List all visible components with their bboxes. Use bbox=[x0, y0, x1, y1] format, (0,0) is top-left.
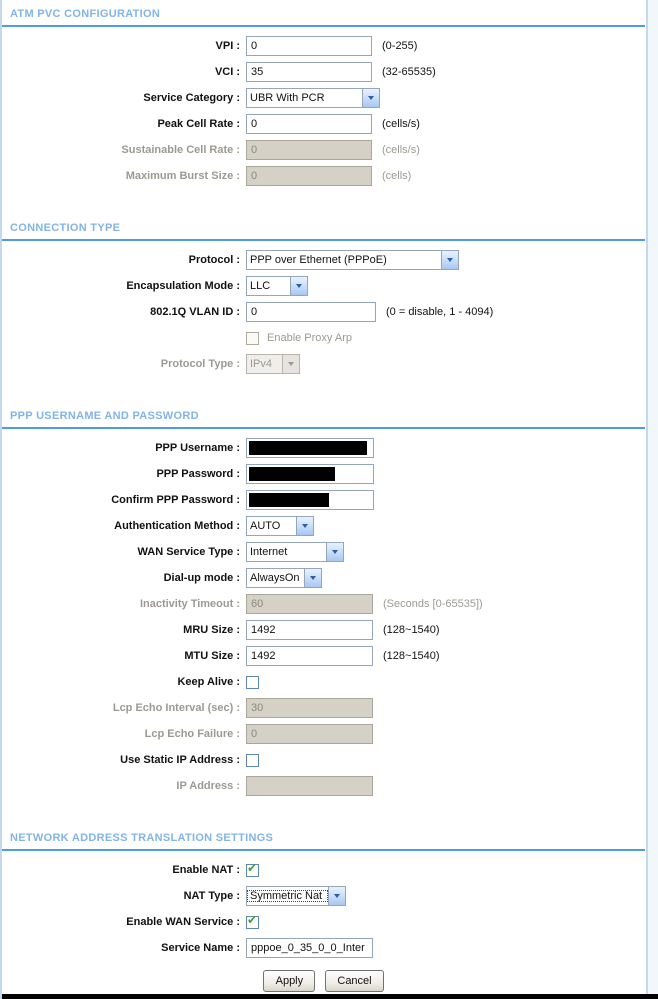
field-label: MRU Size : bbox=[183, 624, 240, 636]
checkmark-icon: ✔ bbox=[247, 860, 258, 875]
row-dial-up-mode bbox=[2, 568, 658, 588]
field-label: Peak Cell Rate : bbox=[157, 118, 240, 130]
peak-cell-rate-input[interactable] bbox=[246, 114, 372, 134]
mru-size-input[interactable] bbox=[246, 620, 373, 640]
field-hint: (128~1540) bbox=[383, 650, 440, 662]
chevron-down-icon bbox=[441, 251, 458, 269]
use-static-ip-address-checkbox[interactable] bbox=[246, 754, 259, 767]
select-value: Symmetric Nat bbox=[247, 890, 328, 902]
enable-nat-checkbox[interactable] bbox=[246, 860, 259, 877]
field-label: Dial-up mode : bbox=[163, 572, 240, 584]
row-keep-alive bbox=[2, 672, 658, 692]
field-label: Enable WAN Service : bbox=[126, 916, 240, 928]
field-label: Protocol : bbox=[188, 254, 240, 266]
row-enable-wan-service bbox=[2, 912, 658, 932]
select-value: UBR With PCR bbox=[250, 92, 325, 104]
row-sustainable-cell-rate bbox=[2, 140, 658, 160]
control bbox=[246, 36, 372, 56]
input-value: 0 bbox=[251, 40, 258, 52]
ip-address-input bbox=[246, 776, 373, 796]
inactivity-timeout-input bbox=[246, 594, 373, 614]
row-lcp-echo-interval bbox=[2, 698, 658, 718]
input-value: 0 bbox=[251, 170, 258, 182]
field-hint: (32-65535) bbox=[382, 66, 436, 78]
section-body bbox=[2, 438, 658, 796]
row-ip-address bbox=[2, 776, 658, 796]
select-value: AUTO bbox=[250, 520, 281, 532]
row-encapsulation-mode bbox=[2, 276, 658, 296]
vpi-input[interactable] bbox=[246, 36, 372, 56]
row-confirm-ppp-password bbox=[2, 490, 658, 510]
control bbox=[246, 438, 374, 458]
field-label: NAT Type : bbox=[183, 890, 240, 902]
field-label: IP Address : bbox=[176, 780, 240, 792]
input-value: 30 bbox=[251, 702, 264, 714]
input-value: 35 bbox=[251, 66, 264, 78]
chevron-down-icon bbox=[362, 89, 379, 107]
field-hint: (cells/s) bbox=[382, 118, 420, 130]
select-value: LLC bbox=[250, 280, 271, 292]
control bbox=[246, 698, 373, 718]
control bbox=[246, 754, 259, 767]
control bbox=[246, 724, 373, 744]
ppp-password-input[interactable] bbox=[246, 464, 374, 484]
field-label: Service Category : bbox=[143, 92, 240, 104]
control bbox=[246, 594, 373, 614]
control bbox=[246, 276, 308, 296]
chevron-down-icon bbox=[296, 517, 313, 535]
lcp-echo-failure-input bbox=[246, 724, 373, 744]
row-enable-nat bbox=[2, 860, 658, 880]
control bbox=[246, 166, 372, 186]
chevron-down-icon bbox=[326, 543, 343, 561]
redaction-overlay bbox=[249, 441, 367, 455]
control bbox=[246, 676, 259, 689]
section-title: ATM PVC CONFIGURATION bbox=[2, 2, 645, 27]
apply-button[interactable]: Apply bbox=[263, 970, 315, 992]
field-label: Maximum Burst Size : bbox=[125, 170, 240, 182]
field-label: Inactivity Timeout : bbox=[139, 598, 240, 610]
field-label: Service Name : bbox=[161, 942, 240, 954]
mtu-size-input[interactable] bbox=[246, 646, 373, 666]
field-label: VCI : bbox=[214, 66, 240, 78]
field-label: MTU Size : bbox=[184, 650, 240, 662]
section-ppp-username-and-password bbox=[2, 404, 658, 796]
row-vci bbox=[2, 62, 658, 82]
encapsulation-mode-select[interactable] bbox=[246, 276, 308, 296]
control bbox=[246, 88, 380, 108]
row-vlan-id bbox=[2, 302, 658, 322]
control bbox=[246, 646, 373, 666]
checkbox-label: Enable Proxy Arp bbox=[267, 332, 352, 344]
row-lcp-echo-failure bbox=[2, 724, 658, 744]
control bbox=[246, 490, 374, 510]
control bbox=[246, 114, 372, 134]
protocol-type-select bbox=[246, 354, 300, 374]
input-value: 0 bbox=[251, 144, 258, 156]
control bbox=[246, 912, 259, 929]
bottom-divider-bar bbox=[2, 994, 658, 999]
row-protocol-type bbox=[2, 354, 658, 374]
input-value: 1492 bbox=[251, 624, 276, 636]
config-form bbox=[2, 0, 658, 992]
chevron-down-icon bbox=[282, 355, 299, 373]
field-label: Authentication Method : bbox=[114, 520, 240, 532]
control bbox=[246, 568, 322, 588]
control bbox=[246, 302, 376, 322]
form-buttons bbox=[2, 970, 658, 992]
dial-up-mode-select[interactable] bbox=[246, 568, 322, 588]
row-service-category bbox=[2, 88, 658, 108]
control bbox=[246, 250, 459, 270]
row-vpi bbox=[2, 36, 658, 56]
row-ppp-password bbox=[2, 464, 658, 484]
section-body bbox=[2, 250, 658, 374]
field-hint: (cells) bbox=[382, 170, 412, 182]
row-nat-type bbox=[2, 886, 658, 906]
control bbox=[246, 776, 373, 796]
field-label: PPP Password : bbox=[156, 468, 240, 480]
field-label: Enable NAT : bbox=[172, 864, 240, 876]
control bbox=[246, 332, 352, 345]
field-label: Lcp Echo Interval (sec) : bbox=[112, 702, 240, 714]
row-maximum-burst-size bbox=[2, 166, 658, 186]
field-label: Use Static IP Address : bbox=[120, 754, 240, 766]
service-category-select[interactable] bbox=[246, 88, 380, 108]
enable-proxy-arp-checkbox bbox=[246, 332, 259, 345]
field-hint: (0-255) bbox=[382, 40, 418, 52]
field-hint: (Seconds [0-65535]) bbox=[383, 598, 483, 610]
input-value: 60 bbox=[251, 598, 264, 610]
select-value: AlwaysOn bbox=[250, 572, 300, 584]
section-connection-type bbox=[2, 216, 658, 374]
authentication-method-select[interactable] bbox=[246, 516, 314, 536]
vci-input[interactable] bbox=[246, 62, 372, 82]
control bbox=[246, 860, 259, 877]
input-value: 0 bbox=[251, 728, 258, 740]
row-wan-service-type bbox=[2, 542, 658, 562]
field-label: Sustainable Cell Rate : bbox=[121, 144, 240, 156]
section-atm-pvc-configuration bbox=[2, 2, 658, 186]
row-enable-proxy-arp bbox=[2, 328, 658, 348]
control bbox=[246, 886, 346, 906]
field-hint: (cells/s) bbox=[382, 144, 420, 156]
row-service-name bbox=[2, 938, 658, 958]
sustainable-cell-rate-input bbox=[246, 140, 372, 160]
row-use-static-ip-address bbox=[2, 750, 658, 770]
field-label: WAN Service Type : bbox=[137, 546, 240, 558]
control bbox=[246, 464, 374, 484]
chevron-down-icon bbox=[290, 277, 307, 295]
chevron-down-icon bbox=[328, 887, 345, 905]
vlan-id-input[interactable] bbox=[246, 302, 376, 322]
section-title: PPP USERNAME AND PASSWORD bbox=[2, 404, 645, 429]
section-body bbox=[2, 36, 658, 186]
confirm-ppp-password-input[interactable] bbox=[246, 490, 374, 510]
field-label: 802.1Q VLAN ID : bbox=[150, 306, 240, 318]
keep-alive-checkbox[interactable] bbox=[246, 676, 259, 689]
row-mru-size bbox=[2, 620, 658, 640]
redaction-overlay bbox=[249, 467, 335, 481]
control bbox=[246, 354, 300, 374]
row-mtu-size bbox=[2, 646, 658, 666]
field-label: Keep Alive : bbox=[177, 676, 240, 688]
control bbox=[246, 938, 373, 958]
field-label: Encapsulation Mode : bbox=[126, 280, 240, 292]
input-value: pppoe_0_35_0_0_Inter bbox=[251, 942, 365, 954]
input-value: 0 bbox=[251, 306, 258, 318]
field-hint: (128~1540) bbox=[383, 624, 440, 636]
cancel-button[interactable]: Cancel bbox=[325, 970, 383, 992]
field-label: VPI : bbox=[215, 40, 240, 52]
field-hint: (0 = disable, 1 - 4094) bbox=[386, 306, 494, 318]
ppp-username-input[interactable] bbox=[246, 438, 374, 458]
field-label: Lcp Echo Failure : bbox=[144, 728, 240, 740]
control bbox=[246, 140, 372, 160]
chevron-down-icon bbox=[304, 569, 321, 587]
input-value: 0 bbox=[251, 118, 258, 130]
control bbox=[246, 62, 372, 82]
control bbox=[246, 516, 314, 536]
row-inactivity-timeout bbox=[2, 594, 658, 614]
redaction-overlay bbox=[249, 493, 329, 507]
maximum-burst-size-input bbox=[246, 166, 372, 186]
input-value: 1492 bbox=[251, 650, 276, 662]
field-label: Confirm PPP Password : bbox=[111, 494, 240, 506]
enable-wan-service-checkbox[interactable] bbox=[246, 912, 259, 929]
section-body bbox=[2, 860, 658, 992]
row-protocol bbox=[2, 250, 658, 270]
checkmark-icon: ✔ bbox=[247, 912, 258, 927]
select-value: IPv4 bbox=[250, 358, 273, 370]
section-title: CONNECTION TYPE bbox=[2, 216, 645, 241]
select-value: Internet bbox=[250, 546, 288, 558]
row-authentication-method bbox=[2, 516, 658, 536]
wan-service-type-select[interactable] bbox=[246, 542, 344, 562]
field-label: Protocol Type : bbox=[160, 358, 240, 370]
control bbox=[246, 620, 373, 640]
select-value: PPP over Ethernet (PPPoE) bbox=[250, 254, 387, 266]
row-ppp-username bbox=[2, 438, 658, 458]
row-peak-cell-rate bbox=[2, 114, 658, 134]
service-name-input[interactable] bbox=[246, 938, 373, 958]
control bbox=[246, 542, 344, 562]
section-nat-settings bbox=[2, 826, 658, 992]
lcp-echo-interval-input bbox=[246, 698, 373, 718]
nat-type-select[interactable] bbox=[246, 886, 346, 906]
field-label: PPP Username : bbox=[155, 442, 240, 454]
section-title: NETWORK ADDRESS TRANSLATION SETTINGS bbox=[2, 826, 645, 851]
protocol-select[interactable] bbox=[246, 250, 459, 270]
